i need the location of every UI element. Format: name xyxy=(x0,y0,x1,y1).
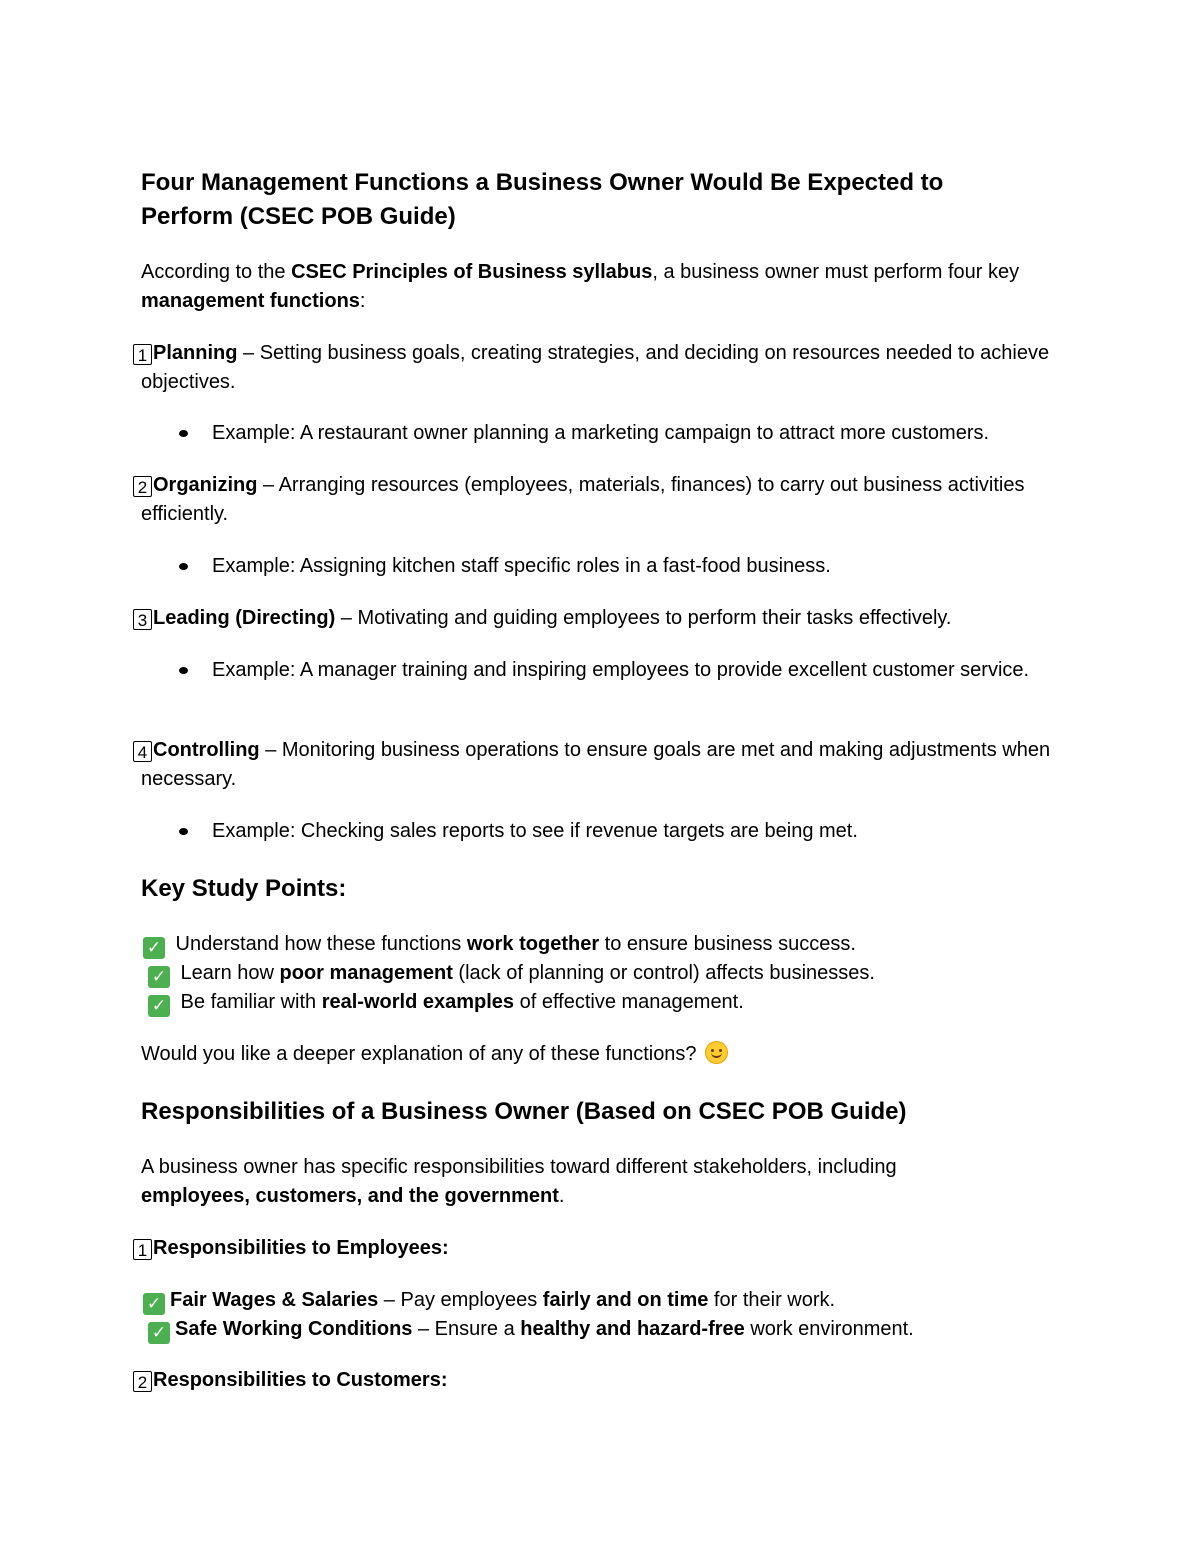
responsibilities-intro: A business owner has specific responsibilities toward different stakeholders, including employees, customers, and the government. xyxy=(141,1156,897,1207)
check-mark-icon: ✓ xyxy=(143,1293,165,1315)
list-item: Example: Assigning kitchen staff specific roles in a fast-food business. xyxy=(212,552,1062,581)
keycap-number-icon: 1 xyxy=(133,344,152,365)
list-item: Example: A restaurant owner planning a marketing campaign to attract more customers. xyxy=(212,419,1062,448)
list-item: Example: Checking sales reports to see if revenue targets are being met. xyxy=(212,817,1062,846)
keycap-number-icon: 3 xyxy=(133,609,152,630)
list-item: ✓ Safe Working Conditions – Ensure a healthy and hazard-free work environment. xyxy=(148,1315,1061,1344)
bullet-icon xyxy=(179,430,188,437)
bullet-icon xyxy=(179,667,188,674)
intro-paragraph: According to the CSEC Principles of Business syllabus, a business owner must perform four key management functions: xyxy=(141,261,1020,312)
employee-responsibilities xyxy=(141,1286,1061,1344)
follow-up-question: Would you like a deeper explanation of any of these functions? xyxy=(141,1040,1061,1069)
list-item: ✓ Learn how poor management (lack of planning or control) affects businesses. xyxy=(148,959,1061,988)
function-planning: 1 Planning – Setting business goals, creating strategies, and deciding on resources needed to achieve objectives. xyxy=(141,339,1061,396)
list-item: Example: A manager training and inspiring employees to provide excellent customer service. xyxy=(212,656,1062,685)
keycap-number-icon: 2 xyxy=(133,476,152,497)
bullet-icon xyxy=(179,828,188,835)
keycap-number-icon: 4 xyxy=(133,741,152,762)
keycap-number-icon: 1 xyxy=(133,1239,152,1260)
page-title: Four Management Functions a Business Owner Would Be Expected to Perform (CSEC POB Guide) xyxy=(141,169,944,230)
check-mark-icon: ✓ xyxy=(143,937,165,959)
function-organizing: 2 Organizing – Arranging resources (employees, materials, finances) to carry out business activities efficiently. xyxy=(141,471,1061,528)
customers-heading: 2 Responsibilities to Customers: xyxy=(141,1366,1061,1395)
employees-heading: 1 Responsibilities to Employees: xyxy=(141,1234,1061,1263)
list-item: ✓ Be familiar with real-world examples of effective management. xyxy=(148,988,1061,1017)
key-study-heading: Key Study Points: xyxy=(141,875,347,902)
check-mark-icon: ✓ xyxy=(148,1322,170,1344)
keycap-number-icon: 2 xyxy=(133,1371,152,1392)
function-leading: 3 Leading (Directing) – Motivating and guiding employees to perform their tasks effectively. xyxy=(141,604,1061,633)
key-study-points xyxy=(141,930,1061,1017)
function-controlling: 4 Controlling – Monitoring business operations to ensure goals are met and making adjustments when necessary. xyxy=(141,736,1061,793)
check-mark-icon: ✓ xyxy=(148,995,170,1017)
list-item: ✓ Fair Wages & Salaries – Pay employees fairly and on time for their work. xyxy=(143,1286,1061,1315)
bullet-icon xyxy=(179,563,188,570)
check-mark-icon: ✓ xyxy=(148,966,170,988)
smiling-face-icon xyxy=(705,1041,728,1064)
list-item: ✓ Understand how these functions work together to ensure business success. xyxy=(143,930,1061,959)
responsibilities-heading: Responsibilities of a Business Owner (Based on CSEC POB Guide) xyxy=(141,1098,907,1125)
